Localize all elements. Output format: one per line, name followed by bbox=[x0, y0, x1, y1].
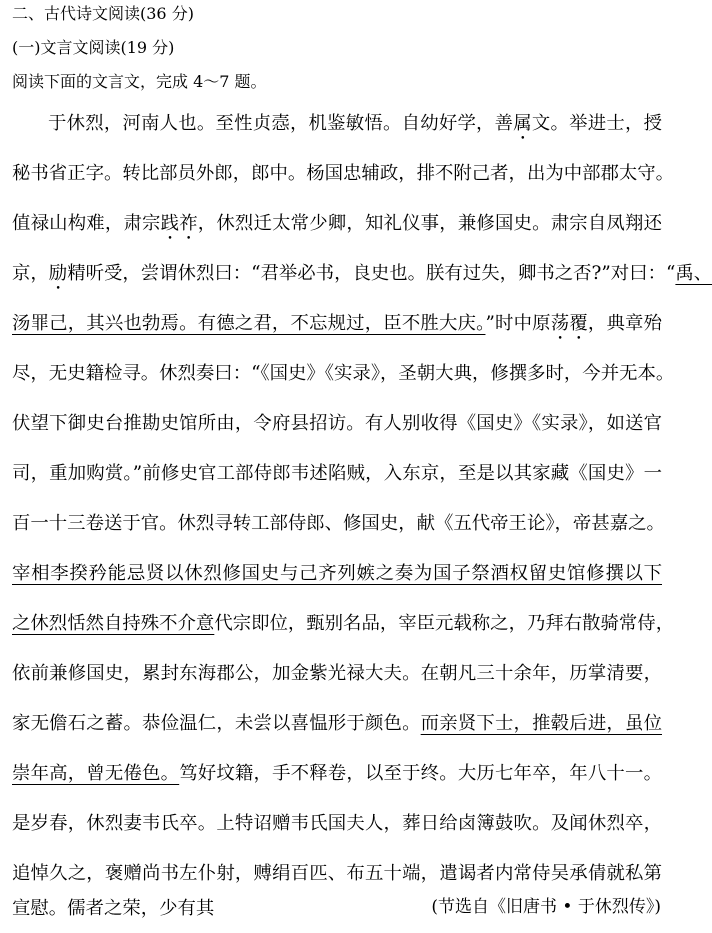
underlined-sentence: 崇年高，曾无倦色。 bbox=[12, 763, 180, 784]
emphasis-word: 覆 bbox=[569, 313, 588, 334]
passage-line-5: 汤罪己，其兴也勃焉。有德之君，不忘规过，臣不胜大庆。”时中原荡覆，典章殆 bbox=[12, 313, 662, 334]
underlined-sentence: 禹、 bbox=[675, 263, 712, 284]
emphasis-word: 践祚 bbox=[160, 213, 198, 234]
section-heading: 二、古代诗文阅读(36 分) bbox=[12, 4, 194, 23]
passage-line-16: 追悼久之，褒赠尚书左仆射，赙绢百匹、布五十端，遣谒者内常侍吴承倩就私第 bbox=[12, 863, 662, 884]
passage-line-13: 家无儋石之蓄。恭俭温仁，未尝以喜愠形于颜色。而亲贤下士，推毂后进，虽位 bbox=[12, 713, 662, 734]
instruction-text: 阅读下面的文言文，完成 4～7 题。 bbox=[12, 72, 267, 91]
passage-line-3: 值禄山构难，肃宗践祚，休烈迁太常少卿，知礼仪事，兼修国史。肃宗自凤翔还 bbox=[12, 213, 662, 234]
subsection-heading: (一)文言文阅读(19 分) bbox=[12, 38, 175, 57]
emphasis-word: 励 bbox=[48, 263, 68, 284]
underlined-sentence: 汤罪己，其兴也勃焉。有德之君，不忘规过，臣不胜大庆。 bbox=[12, 313, 486, 334]
source-citation: (节选自《旧唐书 • 于休烈传》) bbox=[431, 897, 661, 917]
passage-line-7: 伏望下御史台推勘史馆所由，令府县招访。有人别收得《国史》《实录》，如送官 bbox=[12, 413, 662, 434]
passage-line-2: 秘书省正字。转比部员外郎，郎中。杨国忠辅政，排不附己者，出为中部郡太守。 bbox=[12, 163, 675, 184]
passage-line-12: 依前兼修国史，累封东海郡公，加金紫光禄大夫。在朝凡三十余年，历掌清要， bbox=[12, 663, 662, 684]
passage-line-15: 是岁春，休烈妻韦氏卒。上特诏赠韦氏国夫人，葬日给卤簿鼓吹。及闻休烈卒， bbox=[12, 813, 662, 834]
passage-line-6: 尽，无史籍检寻。休烈奏曰：“《国史》《实录》，圣朝大典，修撰多时，今并无本。 bbox=[12, 363, 675, 384]
passage-line-1: 于休烈，河南人也。至性贞悫，机鉴敏悟。自幼好学，善属文。举进士，授 bbox=[48, 113, 662, 134]
passage-line-8: 司，重加购赏。”前修史官工部侍郎韦述陷贼，入东京，至是以其家藏《国史》一 bbox=[12, 463, 662, 484]
passage-line-17: 宣慰。儒者之荣，少有其 bbox=[12, 898, 215, 919]
underlined-sentence: 之休烈恬然自持殊不介意 bbox=[12, 613, 215, 634]
passage-line-9: 百一十三卷送于官。休烈寻转工部侍郎、修国史，献《五代帝王论》，帝甚嘉之。 bbox=[12, 513, 665, 534]
underlined-sentence: 而亲贤下士，推毂后进，虽位 bbox=[420, 713, 662, 734]
emphasis-word: 荡 bbox=[550, 313, 570, 334]
passage-line-10: 宰相李揆矜能忌贤以休烈修国史与己齐列嫉之奏为国子祭酒权留史馆修撰以下 bbox=[12, 563, 662, 584]
passage-line-4: 京，励精听受，尝谓休烈曰：“君举必书，良史也。朕有过失，卿书之否?”对曰：“禹、 bbox=[12, 263, 712, 284]
emphasis-word: 属 bbox=[513, 113, 532, 134]
passage-line-11: 之休烈恬然自持殊不介意代宗即位，甄别名品，宰臣元载称之，乃拜右散骑常侍， bbox=[12, 613, 675, 634]
passage-line-14: 崇年高，曾无倦色。笃好坟籍，手不释卷，以至于终。大历七年卒，年八十一。 bbox=[12, 763, 662, 784]
